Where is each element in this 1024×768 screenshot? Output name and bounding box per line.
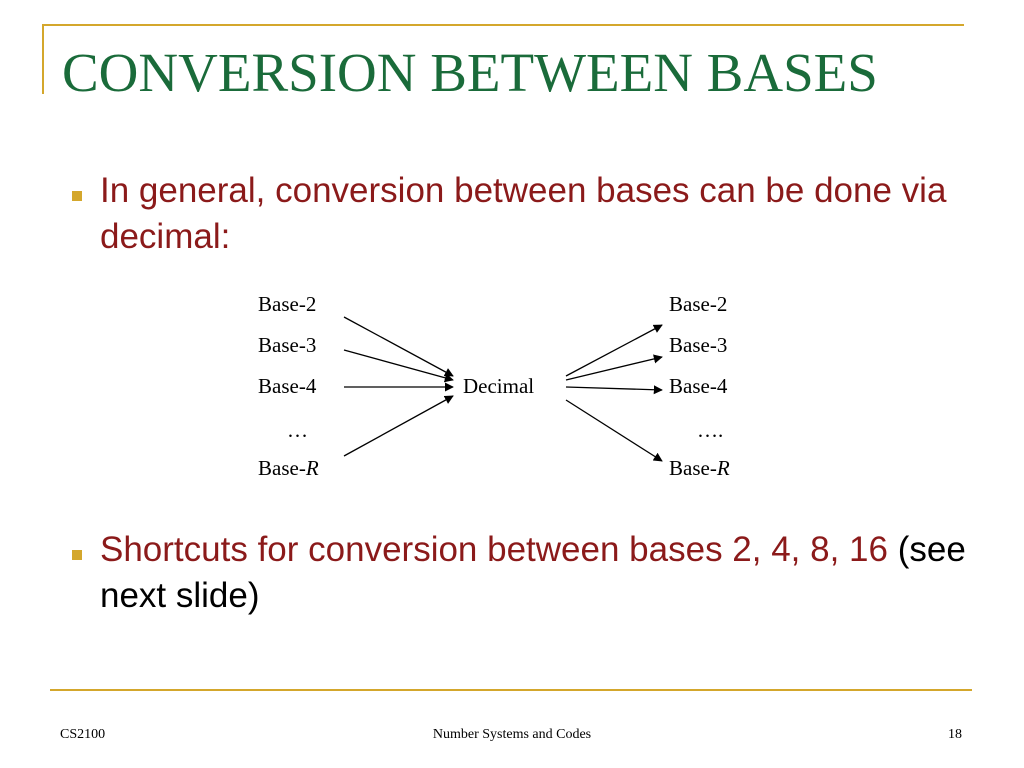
bullet-2-main: Shortcuts for conversion between bases 2, 4, 8, 16	[100, 530, 888, 569]
slide-title: CONVERSION BETWEEN BASES	[62, 42, 878, 103]
arrow-base2-to-decimal	[344, 317, 453, 376]
footer-page-number: 18	[948, 727, 962, 742]
right-base-r-var: R	[716, 456, 730, 480]
arrow-baseR-to-decimal	[344, 396, 453, 456]
bullet-2-text	[100, 527, 970, 619]
right-ellipsis: ….	[697, 418, 724, 442]
arrow-base3-to-decimal	[344, 350, 453, 380]
bullet-2-suffix: (see next slide)	[100, 530, 966, 615]
left-base-r-label	[258, 456, 319, 480]
arrow-decimal-to-baseR	[566, 400, 662, 461]
left-base-3-label: Base-3	[258, 333, 317, 357]
right-base-3-label: Base-3	[669, 333, 728, 357]
arrow-decimal-to-base4	[566, 387, 662, 390]
right-base-2-label: Base-2	[669, 292, 728, 316]
right-base-4-label: Base-4	[669, 374, 728, 398]
decimal-label: Decimal	[463, 374, 535, 398]
footer-course: CS2100	[60, 727, 106, 742]
left-ellipsis: …	[287, 418, 308, 442]
bullet-1-text: In general, conversion between bases can be done via decimal:	[100, 171, 947, 256]
right-base-r-label	[669, 456, 730, 480]
bottom-rule	[50, 689, 972, 691]
right-base-r-prefix: Base-	[669, 456, 717, 480]
footer-topic: Number Systems and Codes	[432, 727, 592, 742]
left-base-r-prefix: Base-	[258, 456, 306, 480]
left-base-r-var: R	[305, 456, 319, 480]
left-base-4-label: Base-4	[258, 374, 317, 398]
left-base-2-label: Base-2	[258, 292, 317, 316]
bullet-marker	[72, 550, 82, 560]
